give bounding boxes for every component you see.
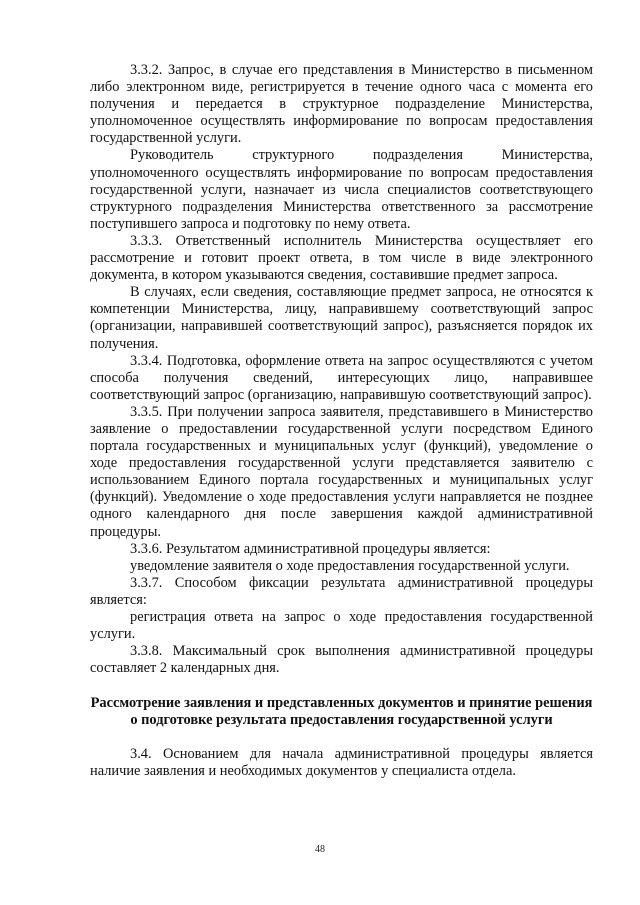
paragraph-3-3-7: 3.3.7. Способом фиксации результата административной процедуры является: bbox=[90, 574, 593, 608]
paragraph-head-of-unit: Руководитель структурного подразделения Министерства, уполномоченного осуществлять информирование по вопросам предоставления государственной услуги, назначает из числа специалистов соответствующего структурного подразделения Министерства ответственного за рассмотрение поступившего запроса и подготовку по нему ответа. bbox=[90, 147, 593, 232]
page-number: 48 bbox=[315, 844, 325, 855]
paragraph-registration: регистрация ответа на запрос о ходе предоставления государственной услуги. bbox=[90, 609, 593, 643]
paragraph-3-3-3: 3.3.3. Ответственный исполнитель Министерства осуществляет его рассмотрение и готовит проект ответа, в том числе в виде электронного документа, в котором указываются сведения, составившие предмет запроса. bbox=[90, 232, 593, 284]
paragraph-3-3-8: 3.3.8. Максимальный срок выполнения административной процедуры составляет 2 календарных дня. bbox=[90, 643, 593, 677]
paragraph-3-3-2: 3.3.2. Запрос, в случае его представления в Министерство в письменном либо электронном виде, регистрируется в течение одного часа с момента его получения и передается в структурное подразделение Министерства, уполномоченное осуществлять информирование по вопросам предоставления государственной услуги. bbox=[90, 62, 593, 147]
paragraph-3-3-5: 3.3.5. При получении запроса заявителя, представившего в Министерство заявление о предоставлении государственной услуги посредством Единого портала государственных и муниципальных услуг (функций), уведомление о ходе предоставления государственной услуги представляется заявителю с использованием Единого портала государственных и муниципальных услуг (функций). Уведомление о ходе предоставления услуги направляется не позднее одного календарного дня после завершения каждой административной процедуры. bbox=[90, 403, 593, 540]
paragraph-3-4: 3.4. Основанием для начала административной процедуры является наличие заявления и необходимых документов у специалиста отдела. bbox=[90, 745, 593, 779]
paragraph-3-3-4: 3.3.4. Подготовка, оформление ответа на запрос осуществляются с учетом способа получения сведений, интересующих лицо, направившее соответствующий запрос (организацию, направившую соответствующий запрос). bbox=[90, 352, 593, 403]
paragraph-out-of-competence: В случаях, если сведения, составляющие предмет запроса, не относятся к компетенции Министерства, лицу, направившему соответствующий запрос (организации, направившей соответствующий запрос), разъясняется порядок их получения. bbox=[90, 284, 593, 352]
paragraph-notification: уведомление заявителя о ходе предоставления государственной услуги. bbox=[130, 557, 570, 574]
document-page bbox=[90, 62, 593, 780]
paragraph-3-3-6: 3.3.6. Результатом административной процедуры является: bbox=[130, 540, 491, 557]
section-heading: Рассмотрение заявления и представленных документов и принятие решения о подготовке результата предоставления государственной услуги bbox=[90, 695, 593, 729]
